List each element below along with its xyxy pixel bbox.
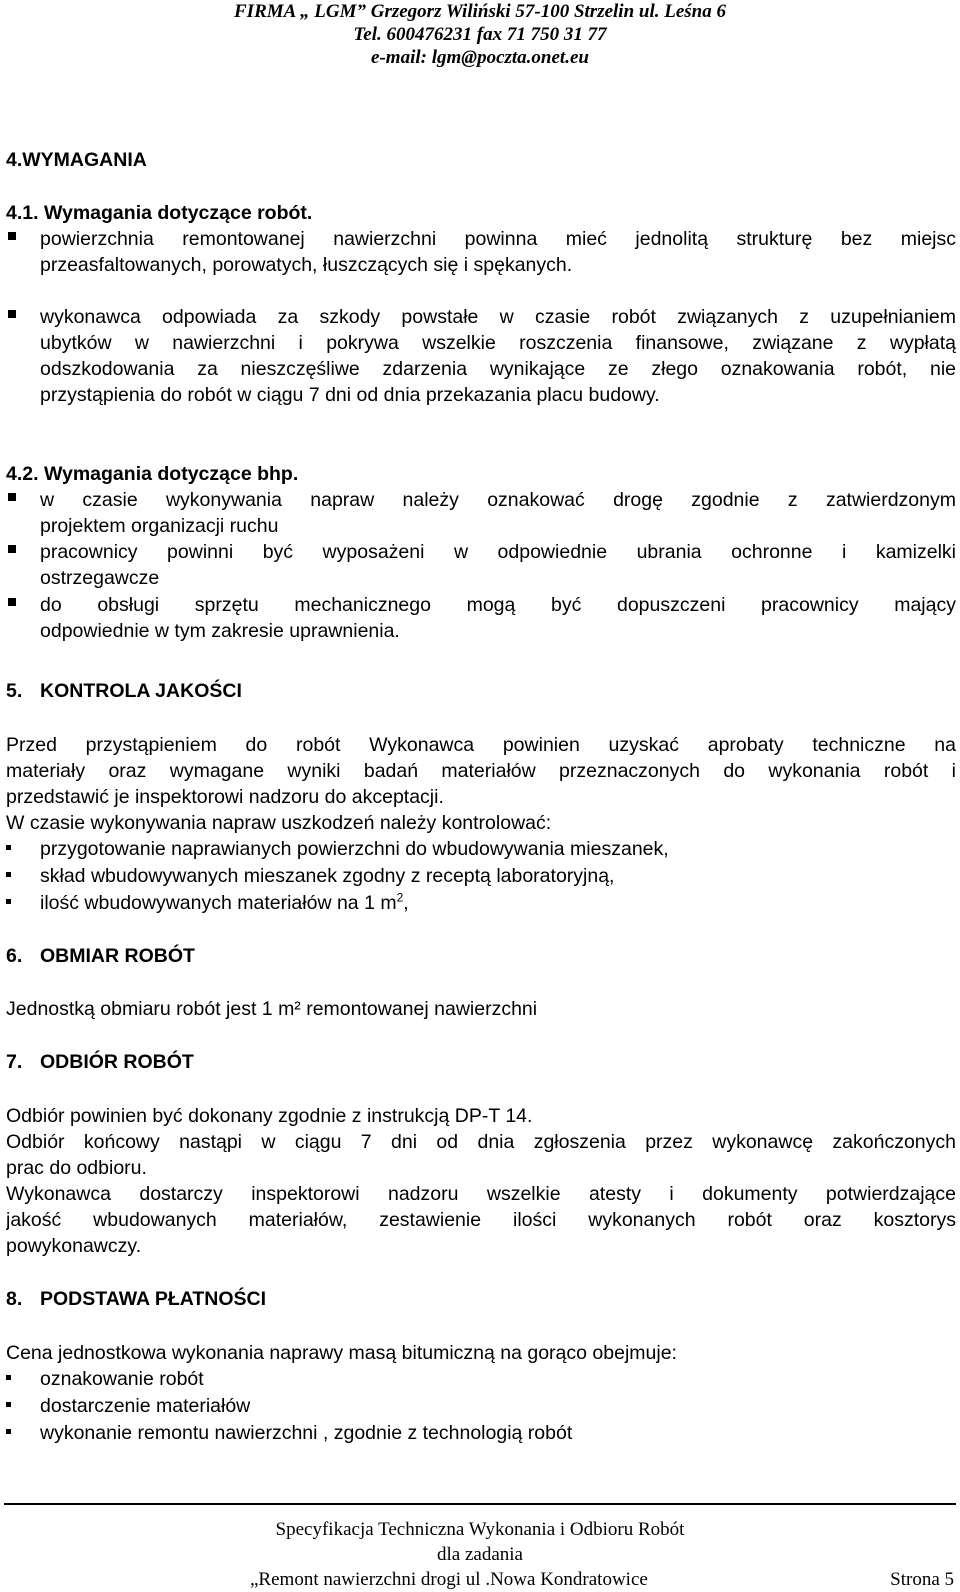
bullet-square-icon: [8, 232, 16, 240]
bullet-text-line: odszkodowania za nieszczęśliwe zdarzenia wynikające ze złego oznakowania robót, nie: [40, 358, 956, 380]
list-item: wykonanie remontu nawierzchni , zgodnie z technologią robót: [40, 1422, 573, 1444]
bullet-text-line: ostrzegawcze: [40, 567, 160, 589]
section-8-title: PODSTAWA PŁATNOŚCI: [40, 1288, 267, 1310]
bullet-text-line: w czasie wykonywania napraw należy oznakować drogę zgodnie z zatwierdzonym: [40, 489, 956, 511]
company-header-line1: FIRMA „ LGM” Grzegorz Wiliński 57-100 Strzelin ul. Leśna 6: [234, 1, 726, 22]
bullet-text-line: do obsługi sprzętu mechanicznego mogą być dopuszczeni pracownicy mający: [40, 594, 956, 616]
bullet-text-line: projektem organizacji ruchu: [40, 515, 279, 537]
bullet-square-icon: [8, 545, 16, 553]
paragraph-line: Odbiór powinien być dokonany zgodnie z instrukcją DP-T 14.: [6, 1105, 533, 1127]
bullet-text-line: ubytków w nawierzchni i pokrywa wszelkie roszczenia finansowe, związane z wypłatą: [40, 332, 956, 354]
section-8-number: 8.: [6, 1288, 23, 1310]
paragraph-line: Odbiór końcowy nastąpi w ciągu 7 dni od dnia zgłoszenia przez wykonawcę zakończonych: [6, 1131, 956, 1153]
footer-project-name: „Remont nawierzchni drogi ul .Nowa Kondratowice: [250, 1569, 648, 1590]
bullet-square-icon: [8, 310, 16, 318]
paragraph-line: W czasie wykonywania napraw uszkodzeń należy kontrolować:: [6, 812, 552, 834]
section-5-title: KONTROLA JAKOŚCI: [40, 680, 242, 702]
paragraph-line: powykonawczy.: [6, 1235, 142, 1257]
bullet-text-line: pracownicy powinni być wyposażeni w odpowiednie ubrania ochronne i kamizelki: [40, 541, 956, 563]
bullet-small-icon: [6, 1375, 11, 1380]
bullet-small-icon: [6, 1429, 11, 1434]
bullet-square-icon: [8, 598, 16, 606]
footer-spec-title: Specyfikacja Techniczna Wykonania i Odbioru Robót: [275, 1519, 685, 1540]
paragraph-line: prac do odbioru.: [6, 1157, 147, 1179]
bullet-square-icon: [8, 493, 16, 501]
list-item: dostarczenie materiałów: [40, 1395, 251, 1417]
paragraph-line: jakość wbudowanych materiałów, zestawienie ilości wykonanych robót oraz kosztorys: [6, 1209, 956, 1231]
bullet-small-icon: [6, 872, 11, 877]
section-5-number: 5.: [6, 680, 23, 702]
section-7-title: ODBIÓR ROBÓT: [40, 1051, 194, 1073]
paragraph-line: materiały oraz wymagane wyniki badań materiałów przeznaczonych do wykonania robót i: [6, 760, 956, 782]
page-number: Strona 5: [890, 1569, 954, 1590]
footer-divider: [4, 1503, 956, 1505]
paragraph-line: Wykonawca dostarczy inspektorowi nadzoru wszelkie atesty i dokumenty potwierdzające: [6, 1183, 956, 1205]
list-item: oznakowanie robót: [40, 1368, 204, 1390]
bullet-text-line: przeasfaltowanych, porowatych, łuszczących się i spękanych.: [40, 254, 573, 276]
bullet-small-icon: [6, 1402, 11, 1407]
section-4-title: 4.WYMAGANIA: [6, 149, 147, 171]
section-6-number: 6.: [6, 945, 23, 967]
bullet-small-icon: [6, 899, 11, 904]
section-7-number: 7.: [6, 1051, 23, 1073]
list-item-suffix: ,: [403, 892, 409, 914]
footer-task-label: dla zadania: [437, 1544, 523, 1565]
company-header-line3: e-mail: lgm@poczta.onet.eu: [371, 47, 589, 68]
section-4-2-title: 4.2. Wymagania dotyczące bhp.: [6, 463, 299, 485]
bullet-text-line: przystąpienia do robót w ciągu 7 dni od dnia przekazania placu budowy.: [40, 384, 660, 406]
bullet-text-line: odpowiednie w tym zakresie uprawnienia.: [40, 620, 400, 642]
company-header-line2: Tel. 600476231 fax 71 750 31 77: [353, 24, 607, 45]
list-item-text: ilość wbudowywanych materiałów na 1 m: [40, 892, 397, 914]
paragraph-line: Cena jednostkowa wykonania naprawy masą bitumiczną na gorąco obejmuje:: [6, 1342, 677, 1364]
bullet-text-line: powierzchnia remontowanej nawierzchni powinna mieć jednolitą strukturę bez miejsc: [40, 228, 956, 250]
section-4-1-title: 4.1. Wymagania dotyczące robót.: [6, 202, 313, 224]
list-item: przygotowanie naprawianych powierzchni do wbudowywania mieszanek,: [40, 838, 669, 860]
bullet-small-icon: [6, 845, 11, 850]
paragraph-line: Przed przystąpieniem do robót Wykonawca powinien uzyskać aprobaty techniczne na: [6, 734, 956, 756]
paragraph-line: przedstawić je inspektorowi nadzoru do akceptacji.: [6, 786, 444, 808]
paragraph-line: Jednostką obmiaru robót jest 1 m² remontowanej nawierzchni: [6, 998, 538, 1020]
list-item: [40, 890, 409, 916]
bullet-text-line: wykonawca odpowiada za szkody powstałe w czasie robót związanych z uzupełnianiem: [40, 306, 956, 328]
superscript: 2: [396, 890, 404, 905]
section-6-title: OBMIAR ROBÓT: [40, 945, 195, 967]
list-item: skład wbudowywanych mieszanek zgodny z receptą laboratoryjną,: [40, 865, 615, 887]
